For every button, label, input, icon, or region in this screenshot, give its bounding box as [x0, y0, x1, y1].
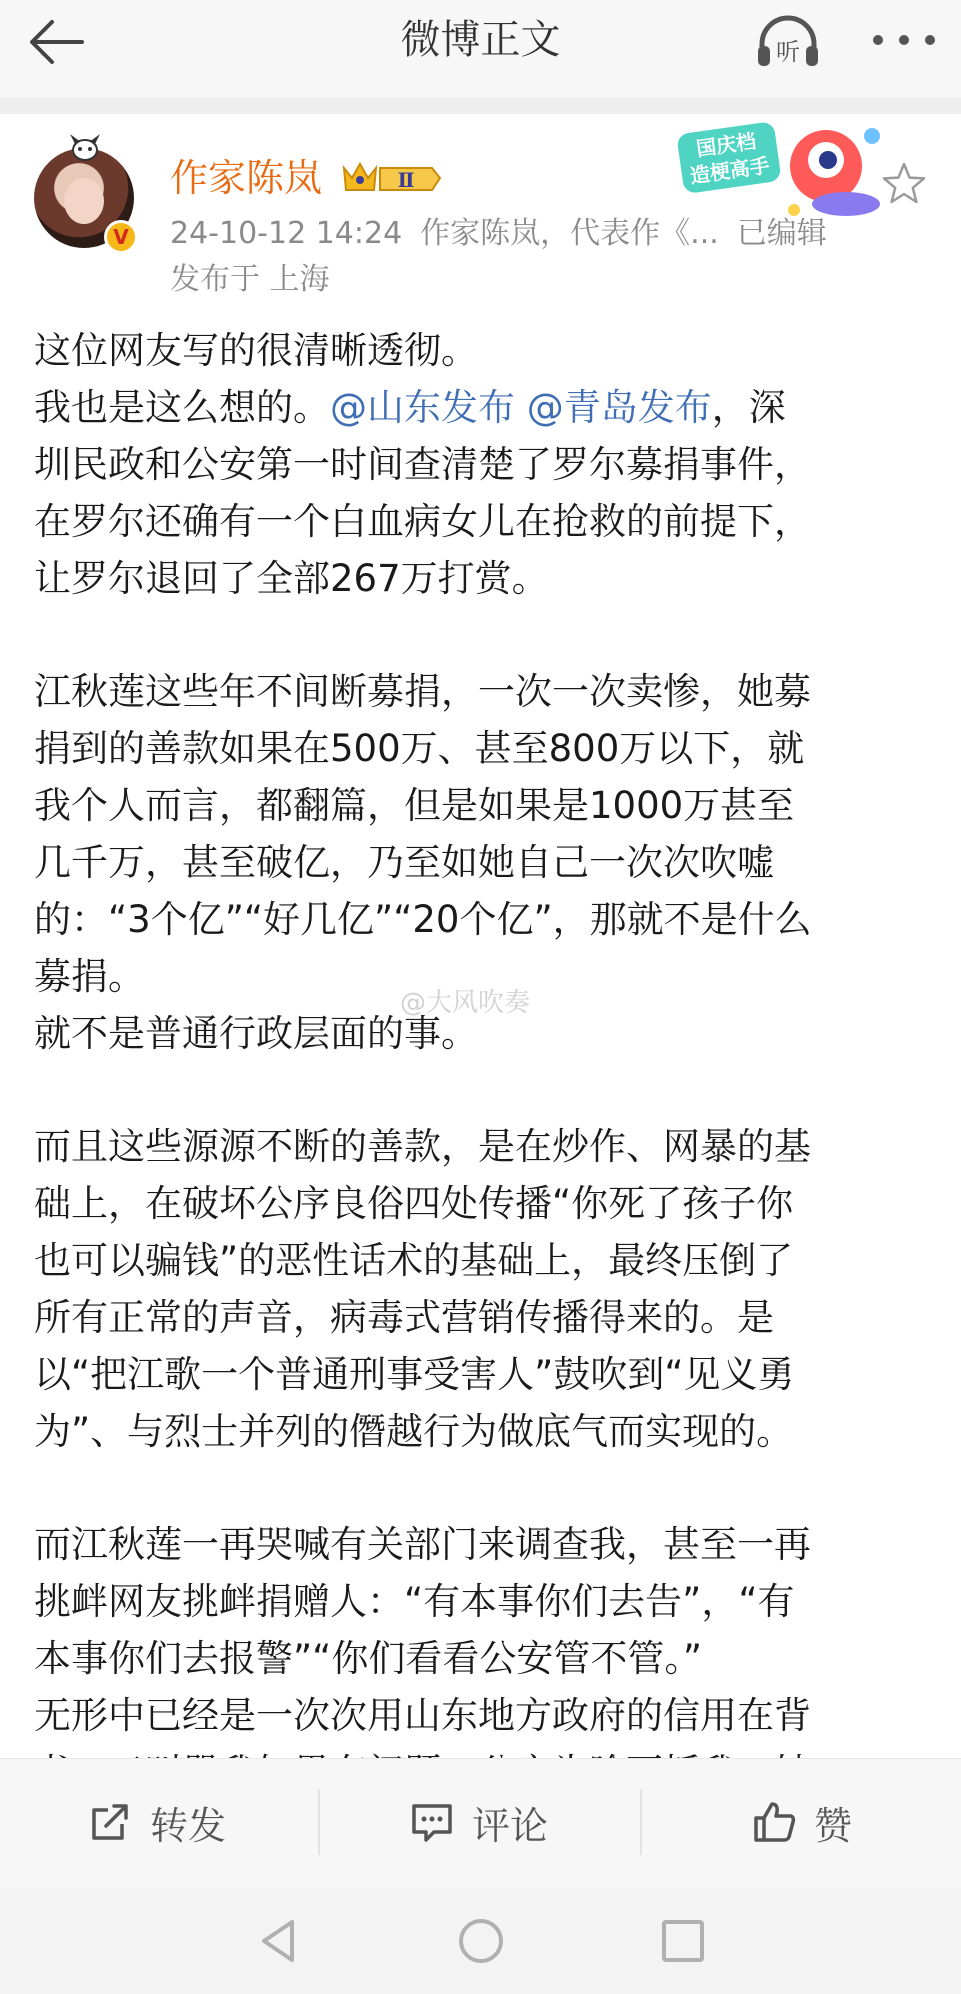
comment-label: 评论 [472, 1803, 549, 1848]
text-line: 以“把江歌一个普通刑事受害人”鼓吹到“见义勇 [34, 1353, 795, 1396]
action-bar [0, 1758, 961, 1889]
repost-label: 转发 [150, 1803, 227, 1848]
text-line: 募捐。 [34, 955, 145, 998]
text-line: 挑衅网友挑衅捐赠人：“有本事你们去告”，“有 [34, 1580, 795, 1623]
post-source: 作家陈岚，代表作《... [420, 216, 719, 251]
text-line: 圳民政和公安第一时间查清楚了罗尔募捐事件， [34, 443, 811, 486]
text-line: 所有正常的声音，病毒式营销传播得来的。是 [34, 1296, 774, 1339]
listen-button[interactable] [752, 12, 824, 72]
action-separator [318, 1789, 320, 1855]
comment-button[interactable] [410, 1787, 548, 1857]
promo-line1: 国庆档 [694, 128, 758, 161]
post-timestamp: 24-10-12 14:24 [170, 216, 403, 251]
nav-back-triangle-icon[interactable] [252, 1914, 306, 1968]
comment-bubble-icon [410, 1800, 454, 1844]
nav-recents-square-icon[interactable] [656, 1914, 710, 1968]
author-name[interactable]: 作家陈岚 [170, 156, 323, 200]
thumbs-up-icon [752, 1800, 796, 1844]
system-nav-bar [0, 1888, 961, 1994]
more-dots-icon [866, 16, 942, 66]
mention-link[interactable]: @青岛发布 [526, 386, 712, 429]
share-out-icon [88, 1800, 132, 1844]
text-line: 而江秋莲一再哭喊有关部门来调查我，甚至一再 [34, 1523, 811, 1566]
text-line: 捐到的善款如果在500万、甚至800万以下，就 [34, 727, 805, 770]
text-line: 也可以骗钱”的恶性话术的基础上，最终压倒了 [34, 1239, 794, 1282]
text-line: 而且这些源源不断的善款，是在炒作、网暴的基 [34, 1125, 811, 1168]
text-line [34, 379, 934, 436]
header-divider [0, 98, 961, 114]
post-meta [170, 214, 827, 254]
text-line: 础上，在破坏公序良俗四处传播“你死了孩子你 [34, 1182, 794, 1225]
text-line: 就不是普通行政层面的事。 [34, 1012, 478, 1055]
text-span: 我也是这么想的。 [34, 386, 330, 429]
text-line: 无形中已经是一次次用山东地方政府的信用在背 [34, 1694, 811, 1737]
watermark: @大风吹奏 [400, 988, 531, 1018]
text-line: 为”、与烈士并列的僭越行为做底气而实现的。 [34, 1410, 794, 1453]
crown-level-badge-icon [340, 158, 444, 198]
text-line: 的：“3个亿”“好几亿”“20个亿”，那就不是什么 [34, 898, 812, 941]
edited-label: 已编辑 [736, 216, 827, 251]
favorite-star-icon[interactable] [880, 160, 928, 208]
text-line: 在罗尔还确有一个白血病女儿在抢救的前提下， [34, 500, 811, 543]
listen-label: 听 [776, 38, 800, 66]
text-span: ，深 [711, 386, 786, 429]
avatar-face [64, 178, 104, 224]
text-line: 本事你们去报警”“你们看看公安管不管。” [34, 1637, 703, 1680]
action-separator [640, 1789, 642, 1855]
nav-home-circle-icon[interactable] [454, 1914, 508, 1968]
level-label: Ⅱ [397, 168, 415, 192]
page-title: 微博正文 [400, 17, 561, 63]
mention-link[interactable]: @山东发布 [330, 386, 515, 429]
text-line: 这位网友写的很清晰透彻。 [34, 329, 478, 372]
text-line: 江秋莲这些年不间断募捐，一次一次卖惨，她募 [34, 670, 811, 713]
verified-badge-icon: V [104, 220, 138, 254]
post-location: 发布于 上海 [170, 262, 330, 297]
promo-line2: 造梗高手 [688, 153, 772, 189]
text-line: 我个人而言，都翻篇，但是如果是1000万甚至 [34, 784, 795, 827]
top-bar [0, 0, 961, 98]
husky-ornament-icon [66, 128, 104, 162]
like-button[interactable] [752, 1787, 852, 1857]
post-body [34, 322, 934, 1754]
repost-button[interactable] [88, 1787, 226, 1857]
like-label: 赞 [814, 1803, 853, 1848]
text-line: 让罗尔退回了全部267万打赏。 [34, 557, 549, 600]
more-button[interactable] [866, 16, 942, 66]
headphones-icon [752, 12, 824, 72]
text-line: 几千万，甚至破亿，乃至如她自己一次次吹嘘 [34, 841, 774, 884]
promo-sticker-icon[interactable] [676, 118, 886, 224]
